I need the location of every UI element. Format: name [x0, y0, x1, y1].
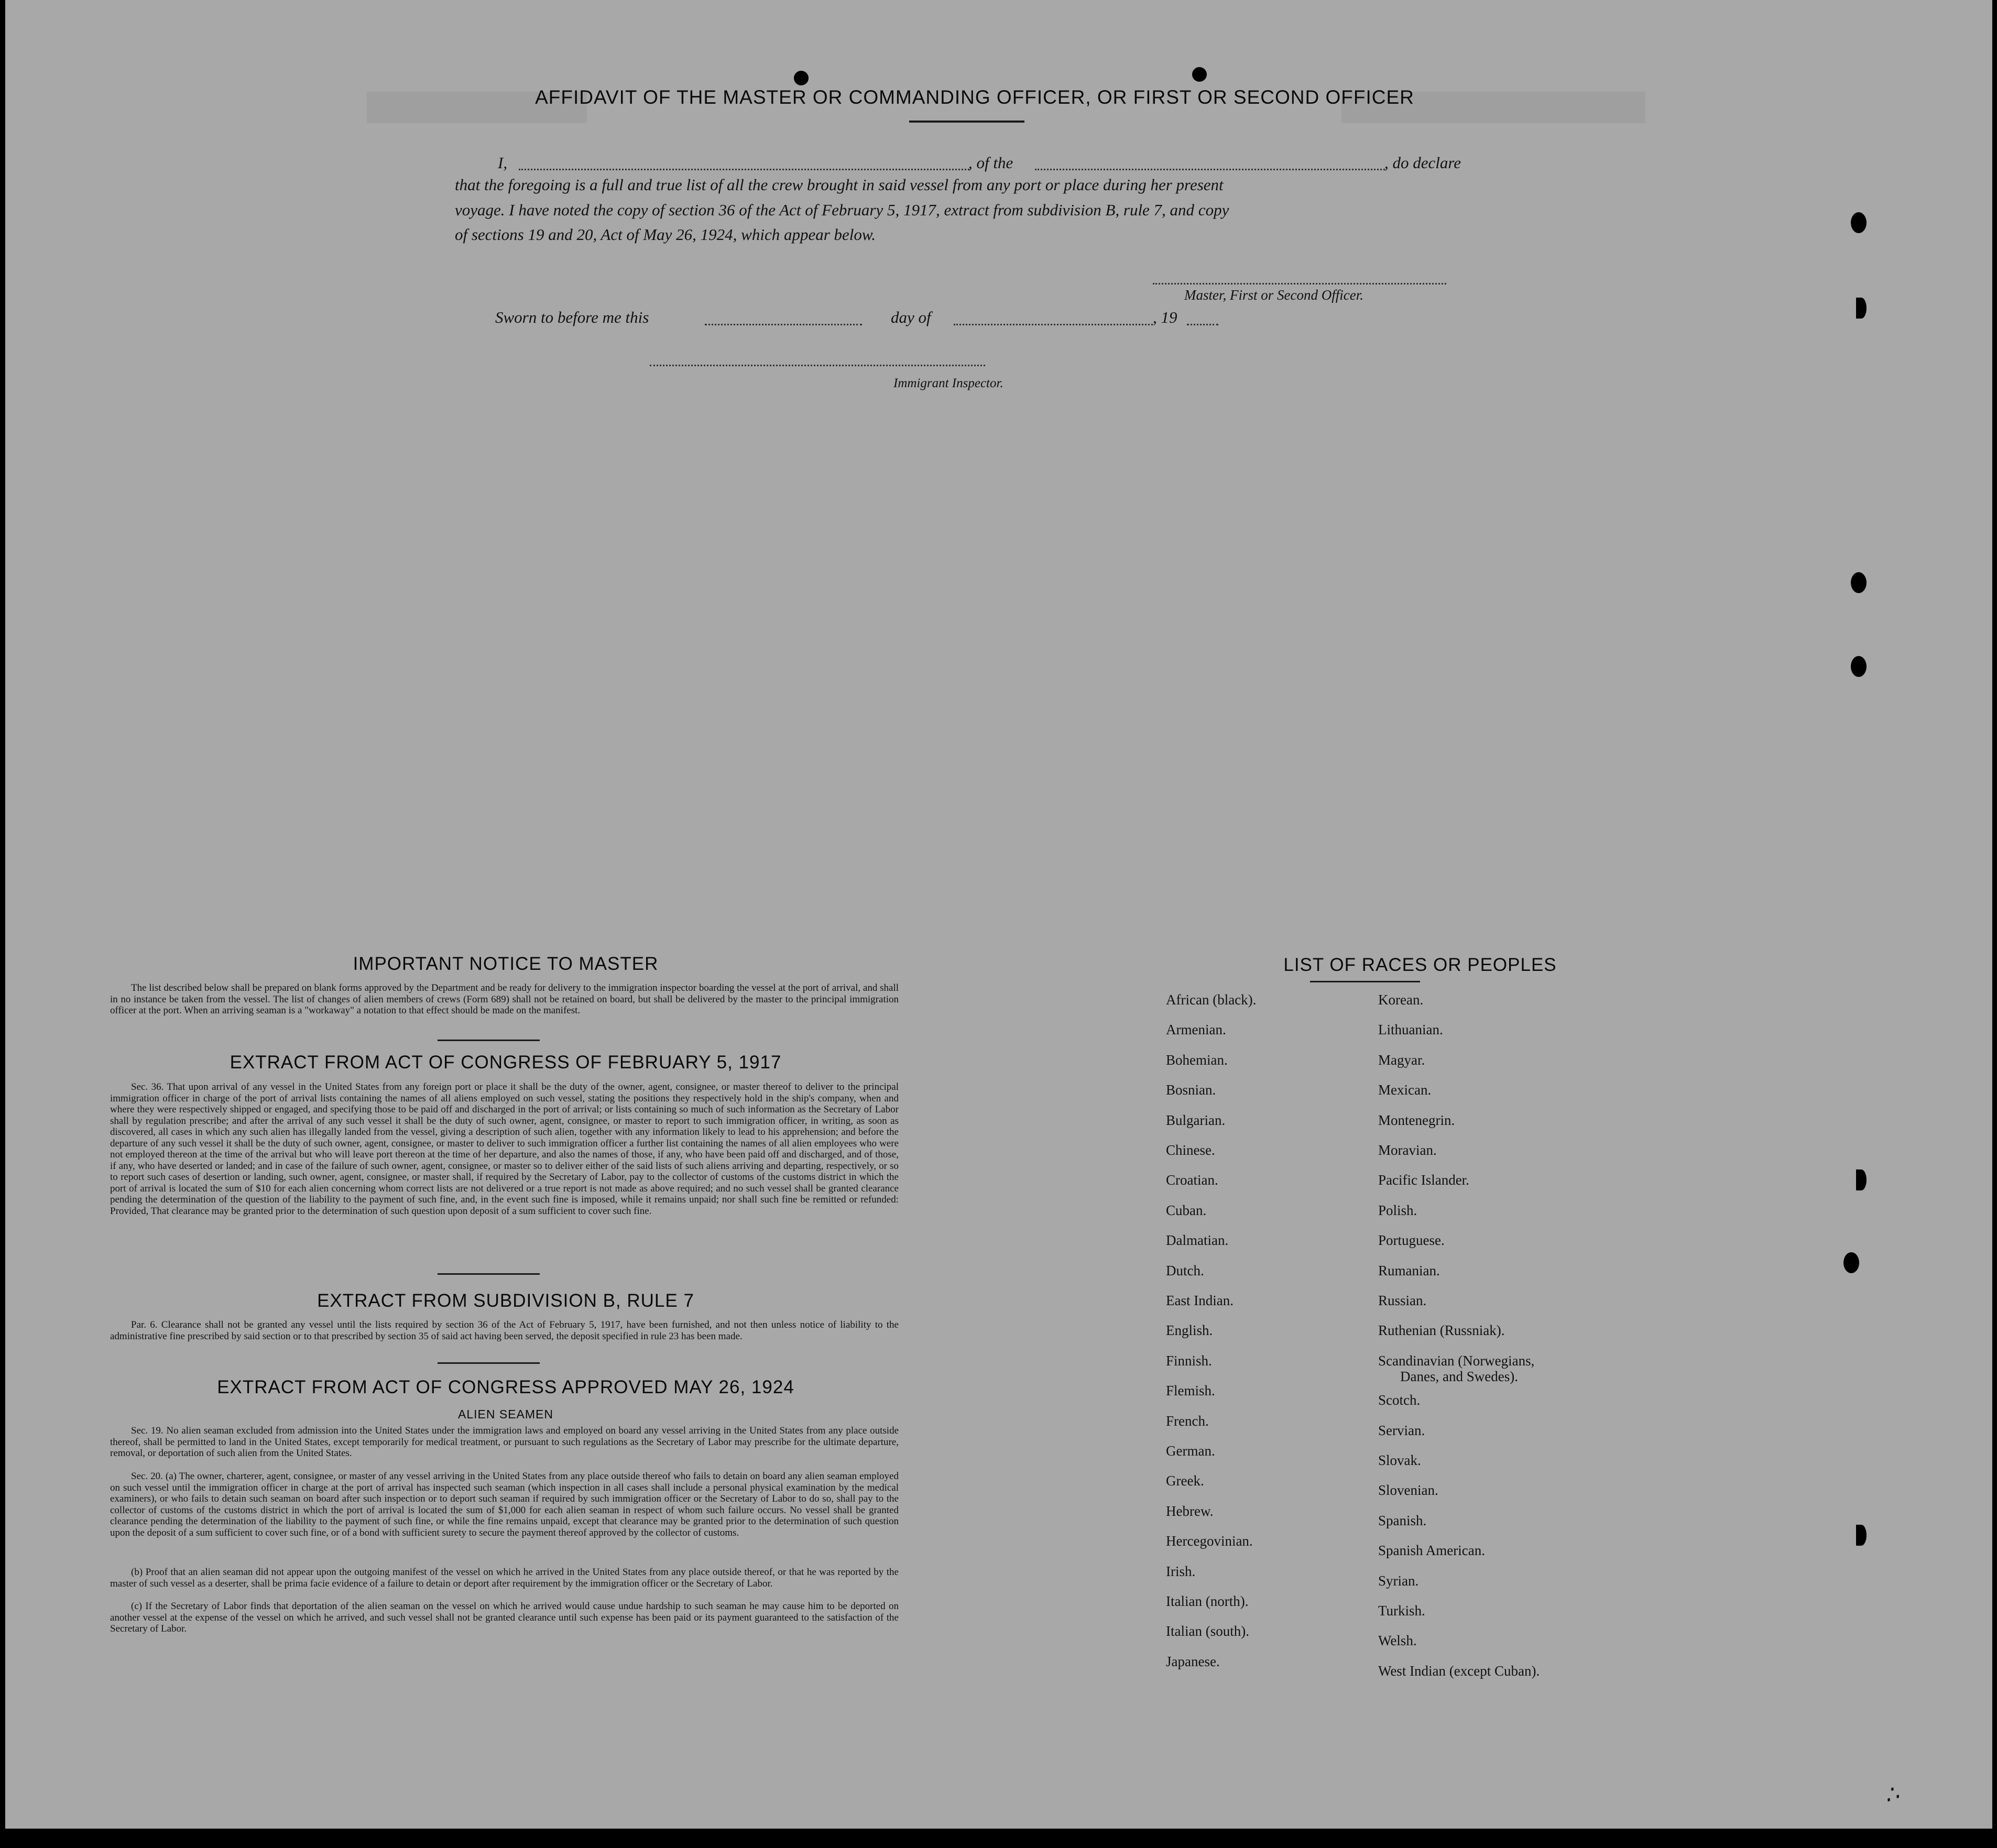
race-item: Scandinavian (Norwegians,: [1378, 1352, 1535, 1369]
section-divider: [438, 1362, 540, 1364]
race-item: Lithuanian.: [1378, 1022, 1443, 1038]
binder-hole: [1856, 1169, 1867, 1190]
signature-caption: Master, First or Second Officer.: [1184, 287, 1363, 303]
form-page: [5, 0, 1992, 1829]
year-label: , 19: [1153, 308, 1177, 326]
binder-hole: [1851, 212, 1867, 233]
race-item: Syrian.: [1378, 1572, 1419, 1589]
race-item: Slovenian.: [1378, 1482, 1438, 1499]
race-item: Ruthenian (Russniak).: [1378, 1322, 1505, 1339]
sec-20b-body: (b) Proof that an alien seaman did not appear upon the outgoing manifest of the vessel on which he arrived in the United States from any place outside thereof, or that he was reported by the master of such vessel as a deserter, shall be prima facie evidence of a failure to detain or deport after requirement by the immigration officer or the Secretary of Labor.: [110, 1567, 899, 1589]
race-item: Japanese.: [1166, 1653, 1220, 1669]
section-divider: [438, 1273, 540, 1275]
vessel-blank[interactable]: [1035, 157, 1385, 170]
affidavit-i: I,: [498, 154, 508, 172]
affidavit-line-4: of sections 19 and 20, Act of May 26, 1924, which appear below.: [455, 225, 876, 244]
punch-mark: [794, 71, 809, 85]
race-item: Servian.: [1378, 1422, 1425, 1438]
binder-hole: [1851, 656, 1867, 677]
extract-1924-title: EXTRACT FROM ACT OF CONGRESS APPROVED MAY 26, 1924: [217, 1377, 794, 1397]
sworn-day-blank[interactable]: [705, 312, 862, 325]
race-item: Italian (south).: [1166, 1623, 1249, 1639]
sec-20a-body: Sec. 20. (a) The owner, charterer, agent, consignee, or master of any vessel arriving in the United States from any place outside thereof who fails to detain on board any alien seaman employed on such vessel until the immigration officer in charge at the port of arrival has inspected such seaman (which inspection in all cases shall include a personal physical examination by the medical examiners), or who fails to detain such seaman on board after such inspection or to deport such seaman if required by such immigration officer or the Secretary of Labor to do so, shall pay to the collector of customs of the customs district in which the port of arrival is located the sum of $1,000 for each alien seaman in respect of whom such failure occurs. No vessel shall be granted clearance pending the determination of the liability to the payment of such fine, or while the fine remains unpaid, except that clearance may be granted prior to the determination of such question upon the deposit of a sum sufficient to cover such fine, or of a bond with sufficient surety to secure the payment thereof approved by the collector of customs.: [110, 1471, 899, 1538]
title-underline: [909, 121, 1024, 123]
race-item: Cuban.: [1166, 1202, 1207, 1218]
rule-7-title: EXTRACT FROM SUBDIVISION B, RULE 7: [317, 1291, 694, 1311]
name-blank[interactable]: [519, 157, 969, 170]
race-item: Magyar.: [1378, 1052, 1425, 1068]
affidavit-of-the: , of the: [968, 154, 1013, 172]
race-item: Bosnian.: [1166, 1082, 1216, 1098]
affidavit-line-2: that the foregoing is a full and true list of all the crew brought in said vessel from any port or place during her present: [455, 176, 1224, 194]
signature-blank[interactable]: [1153, 272, 1446, 285]
race-item: Armenian.: [1166, 1022, 1226, 1038]
race-item: Dalmatian.: [1166, 1232, 1229, 1249]
race-item: Mexican.: [1378, 1082, 1432, 1098]
sec-19-body: Sec. 19. No alien seaman excluded from admission into the United States under the immigration laws and employed on board any vessel arriving in the United States from any place outside thereof, shall be permitted to land in the United States, except temporarily for medical treatment, or pursuant to such regulations as the Secretary of Labor may prescribe for the ultimate departure, removal, or deportation of such alien from the United States.: [110, 1425, 899, 1459]
race-item: Moravian.: [1378, 1142, 1437, 1158]
race-item: West Indian (except Cuban).: [1378, 1663, 1540, 1679]
race-item: Slovak.: [1378, 1452, 1421, 1468]
notice-body: The list described below shall be prepared on blank forms approved by the Department and be ready for delivery to the immigration inspector boarding the vessel at the port of arrival, and shall in no instance be taken from the vessel. The list of changes of alien members of crews (Form 689) shall not be retained on board, but shall be delivered by the master to the principal immigration officer at the port. When an arriving seaman is a "workaway" a notation to that effect should be made on the manifest.: [110, 982, 899, 1016]
year-blank[interactable]: [1187, 312, 1218, 325]
extract-1924-subtitle: ALIEN SEAMEN: [458, 1407, 553, 1421]
race-item: Welsh.: [1378, 1633, 1417, 1649]
day-of-label: day of: [891, 308, 931, 326]
race-item: Pacific Islander.: [1378, 1172, 1469, 1188]
races-title-underline: [1310, 981, 1420, 982]
race-item: Hebrew.: [1166, 1503, 1214, 1519]
inspector-blank[interactable]: [650, 354, 985, 366]
race-item: Spanish American.: [1378, 1543, 1485, 1559]
race-item: Hercegovinian.: [1166, 1533, 1253, 1549]
race-item: Greek.: [1166, 1473, 1204, 1489]
binder-hole: [1851, 572, 1867, 593]
race-item: Italian (north).: [1166, 1593, 1249, 1609]
race-item: Portuguese.: [1378, 1232, 1445, 1249]
race-item: French.: [1166, 1413, 1209, 1429]
affidavit-line-3: voyage. I have noted the copy of section 36 of the Act of February 5, 1917, extract from subdivision B, rule 7, and copy: [455, 201, 1229, 219]
races-title: LIST OF RACES OR PEOPLES: [1283, 955, 1557, 975]
race-item: African (black).: [1166, 992, 1257, 1008]
race-item: Chinese.: [1166, 1142, 1215, 1158]
affidavit-title: AFFIDAVIT OF THE MASTER OR COMMANDING OFFICER, OR FIRST OR SECOND OFFICER: [535, 86, 1414, 108]
race-item: Montenegrin.: [1378, 1112, 1455, 1128]
race-item: Turkish.: [1378, 1603, 1425, 1619]
race-item: Finnish.: [1166, 1352, 1212, 1369]
race-item: Spanish.: [1378, 1512, 1427, 1528]
sec-20c-body: (c) If the Secretary of Labor finds that deportation of the alien seaman on the vessel on which he arrived would cause undue hardship to such seaman he may cause him to be deported on another vessel at the expense of the vessel on which he arrived, and such vessel shall not be granted clearance until such expense has been paid or its payment guaranteed to the satisfaction of the Secretary of Labor.: [110, 1601, 899, 1634]
handwritten-mark: ∴: [1880, 1780, 1903, 1810]
binder-hole: [1856, 298, 1867, 319]
binder-hole: [1856, 1525, 1867, 1546]
extract-1917-title: EXTRACT FROM ACT OF CONGRESS OF FEBRUARY 5, 1917: [230, 1052, 782, 1073]
race-item: Flemish.: [1166, 1383, 1215, 1399]
race-item: Danes, and Swedes).: [1400, 1368, 1518, 1384]
sworn-month-blank[interactable]: [954, 312, 1153, 325]
extract-1917-body: Sec. 36. That upon arrival of any vessel in the United States from any foreign port or place it shall be the duty of the owner, agent, consignee, or master thereof to deliver to the principal immigration officer in charge of the port of arrival lists containing the names of all aliens employed on such vessel, stating the positions they respectively hold in the ship's company, when and where they were respectively shipped or engaged, and specifying those to be paid off and discharged in the port of arrival; or lists containing so much of such information as the Secretary of Labor shall by regulation prescribe; and after the arrival of any such vessel it shall be the duty of such owner, agent, consignee, or master to report to such immigration officer, in writing, as soon as discovered, all cases in which any such alien has illegally landed from the vessel, giving a description of such alien, together with any information likely to lead to his apprehension; and before the departure of any such vessel it shall be the duty of such owner, agent, consignee, or master to deliver to such immigration officer a further list containing the names of all alien employees who were not employed thereon at the time of the arrival but who will leave port thereon at the time of her departure, and also the names of those, if any, who have been paid off and discharged, and of those, if any, who have deserted or landed; and in case of the failure of such owner, agent, consignee, or master so to deliver either of the said lists of such aliens arriving and departing, respectively, or so to report such cases of desertion or landing, such owner, agent, consignee, or master shall, if required by the Secretary of Labor, pay to the collector of customs of the customs district in which the port of arrival is located the sum of $10 for each alien concerning whom correct lists are not delivered or a true report is not made as above required; and no such vessel shall be granted clearance pending the determination of the question of the liability to the payment of such fine, and, in the event such fine is imposed, while it remains unpaid; nor shall such fine be remitted or refunded: Provided, That clearance may be granted prior to the determination of such question upon deposit of a sum sufficient to cover such fine.: [110, 1081, 899, 1217]
sworn-label: Sworn to before me this: [495, 308, 649, 326]
race-item: East Indian.: [1166, 1293, 1234, 1308]
race-item: Korean.: [1378, 992, 1424, 1008]
inspector-caption: Immigrant Inspector.: [893, 376, 1003, 390]
notice-title: IMPORTANT NOTICE TO MASTER: [353, 954, 659, 974]
race-item: Rumanian.: [1378, 1262, 1440, 1278]
race-item: Scotch.: [1378, 1392, 1421, 1408]
punch-mark: [1192, 67, 1207, 82]
section-divider: [438, 1040, 540, 1041]
affidavit-declare: , do declare: [1384, 154, 1461, 172]
race-item: Bohemian.: [1166, 1052, 1228, 1068]
race-item: German.: [1166, 1443, 1215, 1459]
race-item: Dutch.: [1166, 1262, 1204, 1278]
binder-hole: [1843, 1252, 1859, 1273]
rule-7-body: Par. 6. Clearance shall not be granted any vessel until the lists required by section 36 of the Act of February 5, 1917, have been furnished, and not then unless notice of liability to the administrative fine prescribed by said section or to that prescribed by section 35 of said act having been served, the deposit specified in rule 23 has been made.: [110, 1319, 899, 1342]
race-item: Bulgarian.: [1166, 1112, 1226, 1128]
race-item: Polish.: [1378, 1202, 1417, 1218]
race-item: Irish.: [1166, 1563, 1196, 1579]
race-item: Croatian.: [1166, 1172, 1218, 1188]
race-item: Russian.: [1378, 1293, 1427, 1308]
race-item: English.: [1166, 1322, 1213, 1339]
